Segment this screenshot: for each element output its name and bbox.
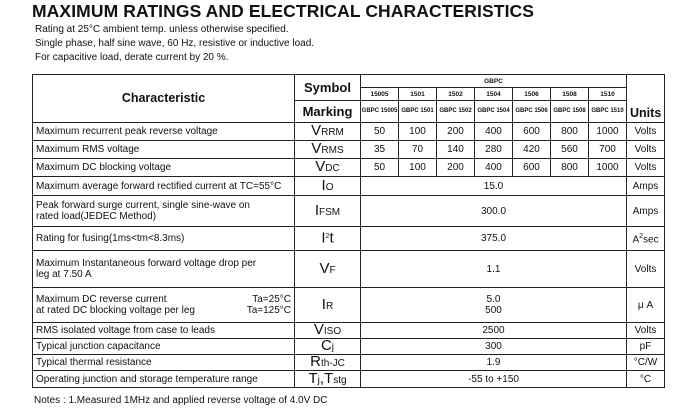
model-number: 1508 (551, 88, 589, 101)
table-row (33, 123, 665, 141)
value-cell: 50 (361, 123, 399, 141)
symbol-cell: VRMS (295, 141, 361, 159)
symbol-cell: Cj (295, 339, 361, 355)
units-cell: μ A (627, 288, 665, 323)
characteristic-cell: Maximum DC blocking voltage (33, 159, 295, 177)
value-cell: 800 (551, 159, 589, 177)
value-cell: 600 (513, 159, 551, 177)
value-cell: 400 (475, 123, 513, 141)
table-row (33, 141, 665, 159)
value-cell: 1000 (589, 123, 627, 141)
characteristic-cell: Typical junction capacitance (33, 339, 295, 355)
value-cell: 2500 (361, 323, 627, 339)
symbol-cell: Rth-JC (295, 355, 361, 371)
characteristic-cell: Maximum average forward rectified current at TC=55°C (33, 177, 295, 196)
table-row (33, 339, 665, 355)
table-row (33, 177, 665, 196)
symbol-cell: VRRM (295, 123, 361, 141)
header-marking: Marking (295, 101, 361, 123)
characteristic-cell: Maximum recurrent peak reverse voltage (33, 123, 295, 141)
model-number: 1506 (513, 88, 551, 101)
ratings-table (32, 74, 665, 388)
value-cell: 1000 (589, 159, 627, 177)
table-row (33, 227, 665, 251)
value-cell: 1.1 (361, 251, 627, 288)
value-cell: -55 to +150 (361, 371, 627, 388)
value-cell: 300.0 (361, 196, 627, 227)
characteristic-cell: Operating junction and storage temperature range (33, 371, 295, 388)
model-number: 1501 (399, 88, 437, 101)
value-cell: 600 (513, 123, 551, 141)
table-row (33, 371, 665, 388)
symbol-cell: $I^2t$ (295, 227, 361, 251)
symbol-cell: VISO (295, 323, 361, 339)
symbol-cell: IR (295, 288, 361, 323)
value-cell: 280 (475, 141, 513, 159)
condition-line: Rating at 25°C ambient temp. unless otherwise specified. (35, 24, 289, 35)
value-cell: 140 (437, 141, 475, 159)
value-cell: 420 (513, 141, 551, 159)
header-symbol: Symbol (295, 75, 361, 101)
model-number: 1510 (589, 88, 627, 101)
units-cell: Volts (627, 141, 665, 159)
units-cell: °C/W (627, 355, 665, 371)
table-row (33, 355, 665, 371)
part-marking: GBPC 1510 (589, 101, 627, 123)
notes: Notes : 1.Measured 1MHz and applied reverse voltage of 4.0V DC (34, 395, 328, 406)
part-marking: GBPC 1502 (437, 101, 475, 123)
value-cell: 700 (589, 141, 627, 159)
table-row (33, 196, 665, 227)
condition-line: Single phase, half sine wave, 60 Hz, resistive or inductive load. (35, 38, 315, 49)
part-marking: GBPC 1501 (399, 101, 437, 123)
value-cell: 35 (361, 141, 399, 159)
units-cell: Volts (627, 323, 665, 339)
characteristic-cell: Rating for fusing(1ms<tm<8.3ms) (33, 227, 295, 251)
units-cell: pF (627, 339, 665, 355)
value-cell: 5.0 500 (361, 288, 627, 323)
symbol-cell: IO (295, 177, 361, 196)
characteristic-cell: Maximum RMS voltage (33, 141, 295, 159)
value-cell: 800 (551, 123, 589, 141)
table-row (33, 323, 665, 339)
value-cell: 200 (437, 159, 475, 177)
characteristic-cell: Peak forward surge current, single sine-wave on rated load(JEDEC Method) (33, 196, 295, 227)
value-cell: 1.9 (361, 355, 627, 371)
table-row (33, 251, 665, 288)
value-cell: 50 (361, 159, 399, 177)
value-cell: 100 (399, 159, 437, 177)
symbol-cell: VDC (295, 159, 361, 177)
units-cell: Volts (627, 251, 665, 288)
header-characteristic: Characteristic (33, 75, 295, 123)
model-number: 15005 (361, 88, 399, 101)
characteristic-cell: RMS isolated voltage from case to leads (33, 323, 295, 339)
value-cell: 100 (399, 123, 437, 141)
value-cell: 560 (551, 141, 589, 159)
symbol-cell: Tj,Tstg (295, 371, 361, 388)
value-cell: 375.0 (361, 227, 627, 251)
units-cell: $A^2\sec$ (627, 227, 665, 251)
table-row (33, 159, 665, 177)
units-cell: °C (627, 371, 665, 388)
table-row (33, 288, 665, 323)
characteristic-cell: Maximum Instantaneous forward voltage drop per leg at 7.50 A (33, 251, 295, 288)
units-cell: Volts (627, 159, 665, 177)
value-cell: 15.0 (361, 177, 627, 196)
page-title: MAXIMUM RATINGS AND ELECTRICAL CHARACTERISTICS (32, 1, 535, 21)
model-number: 1502 (437, 88, 475, 101)
symbol-cell: IFSM (295, 196, 361, 227)
units-cell: Amps (627, 196, 665, 227)
value-cell: 400 (475, 159, 513, 177)
model-number: 1504 (475, 88, 513, 101)
part-marking: GBPC 15005 (361, 101, 399, 123)
value-cell: 200 (437, 123, 475, 141)
part-marking: GBPC 1508 (551, 101, 589, 123)
part-marking: GBPC 1506 (513, 101, 551, 123)
value-cell: 300 (361, 339, 627, 355)
value-cell: 70 (399, 141, 437, 159)
units-cell: Amps (627, 177, 665, 196)
header-series: GBPC (361, 75, 627, 88)
characteristic-cell: Typical thermal resistance (33, 355, 295, 371)
symbol-cell: VF (295, 251, 361, 288)
header-units: Units (627, 75, 665, 123)
units-cell: Volts (627, 123, 665, 141)
part-marking: GBPC 1504 (475, 101, 513, 123)
condition-line: For capacitive load, derate current by 20 %. (35, 52, 229, 63)
characteristic-cell: Maximum DC reverse current Ta=25°C at rated DC blocking voltage per leg Ta=125°C (33, 288, 295, 323)
